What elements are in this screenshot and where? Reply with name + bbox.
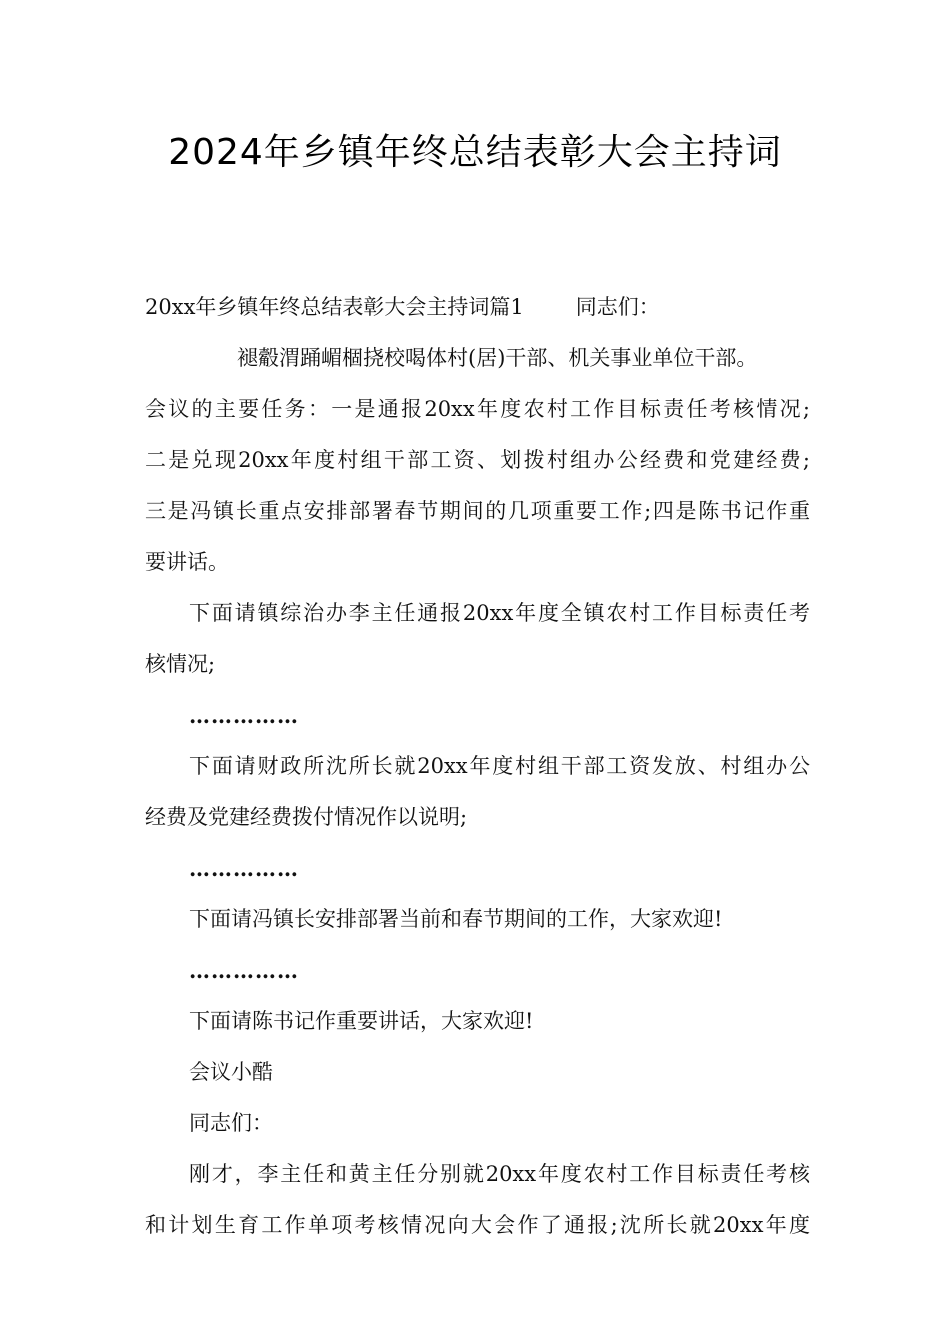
paragraph-line: 核情况; xyxy=(145,652,216,676)
document-body xyxy=(145,282,810,1251)
ellipsis-separator: …………… xyxy=(189,958,299,983)
paragraph-line: 刚才，李主任和黄主任分别就20xx年度农村工作目标责任考核 xyxy=(189,1162,810,1186)
paragraph-line: 要讲话。 xyxy=(145,550,229,574)
paragraph-line: 经费及党建经费拨付情况作以说明; xyxy=(145,805,468,829)
paragraph-line: 下面请冯镇长安排部署当前和春节期间的工作，大家欢迎! xyxy=(189,907,723,931)
ellipsis-separator: …………… xyxy=(189,856,299,881)
paragraph-line: 三是冯镇长重点安排部署春节期间的几项重要工作;四是陈书记作重 xyxy=(145,499,810,523)
paragraph-line: 和计划生育工作单项考核情况向大会作了通报;沈所长就20xx年度 xyxy=(145,1213,810,1237)
paragraph-line: 会议小酷 xyxy=(189,1060,273,1084)
paragraph-line: 下面请财政所沈所长就20xx年度村组干部工资发放、村组办公 xyxy=(189,754,810,778)
paragraph-line: 二是兑现20xx年度村组干部工资、划拨村组办公经费和党建经费; xyxy=(145,448,810,472)
paragraph-line: 同志们： xyxy=(189,1111,273,1135)
paragraph-line: 会议的主要任务：一是通报20xx年度农村工作目标责任考核情况; xyxy=(145,397,810,421)
paragraph-heading xyxy=(145,282,810,333)
salutation: 同志们： xyxy=(575,295,660,319)
paragraph-line: 下面请镇综治办李主任通报20xx年度全镇农村工作目标责任考 xyxy=(189,601,810,625)
paragraph-line: 褪觳渭踊嵋棝挠校喝体村(居)干部、机关事业单位干部。 xyxy=(237,346,758,370)
paragraph-line: 下面请陈书记作重要讲话，大家欢迎! xyxy=(189,1009,534,1033)
ellipsis-separator: …………… xyxy=(189,703,299,728)
section-heading: 20xx年乡镇年终总结表彰大会主持词篇1 xyxy=(145,295,524,319)
document-title: 2024年乡镇年终总结表彰大会主持词 xyxy=(168,132,782,173)
